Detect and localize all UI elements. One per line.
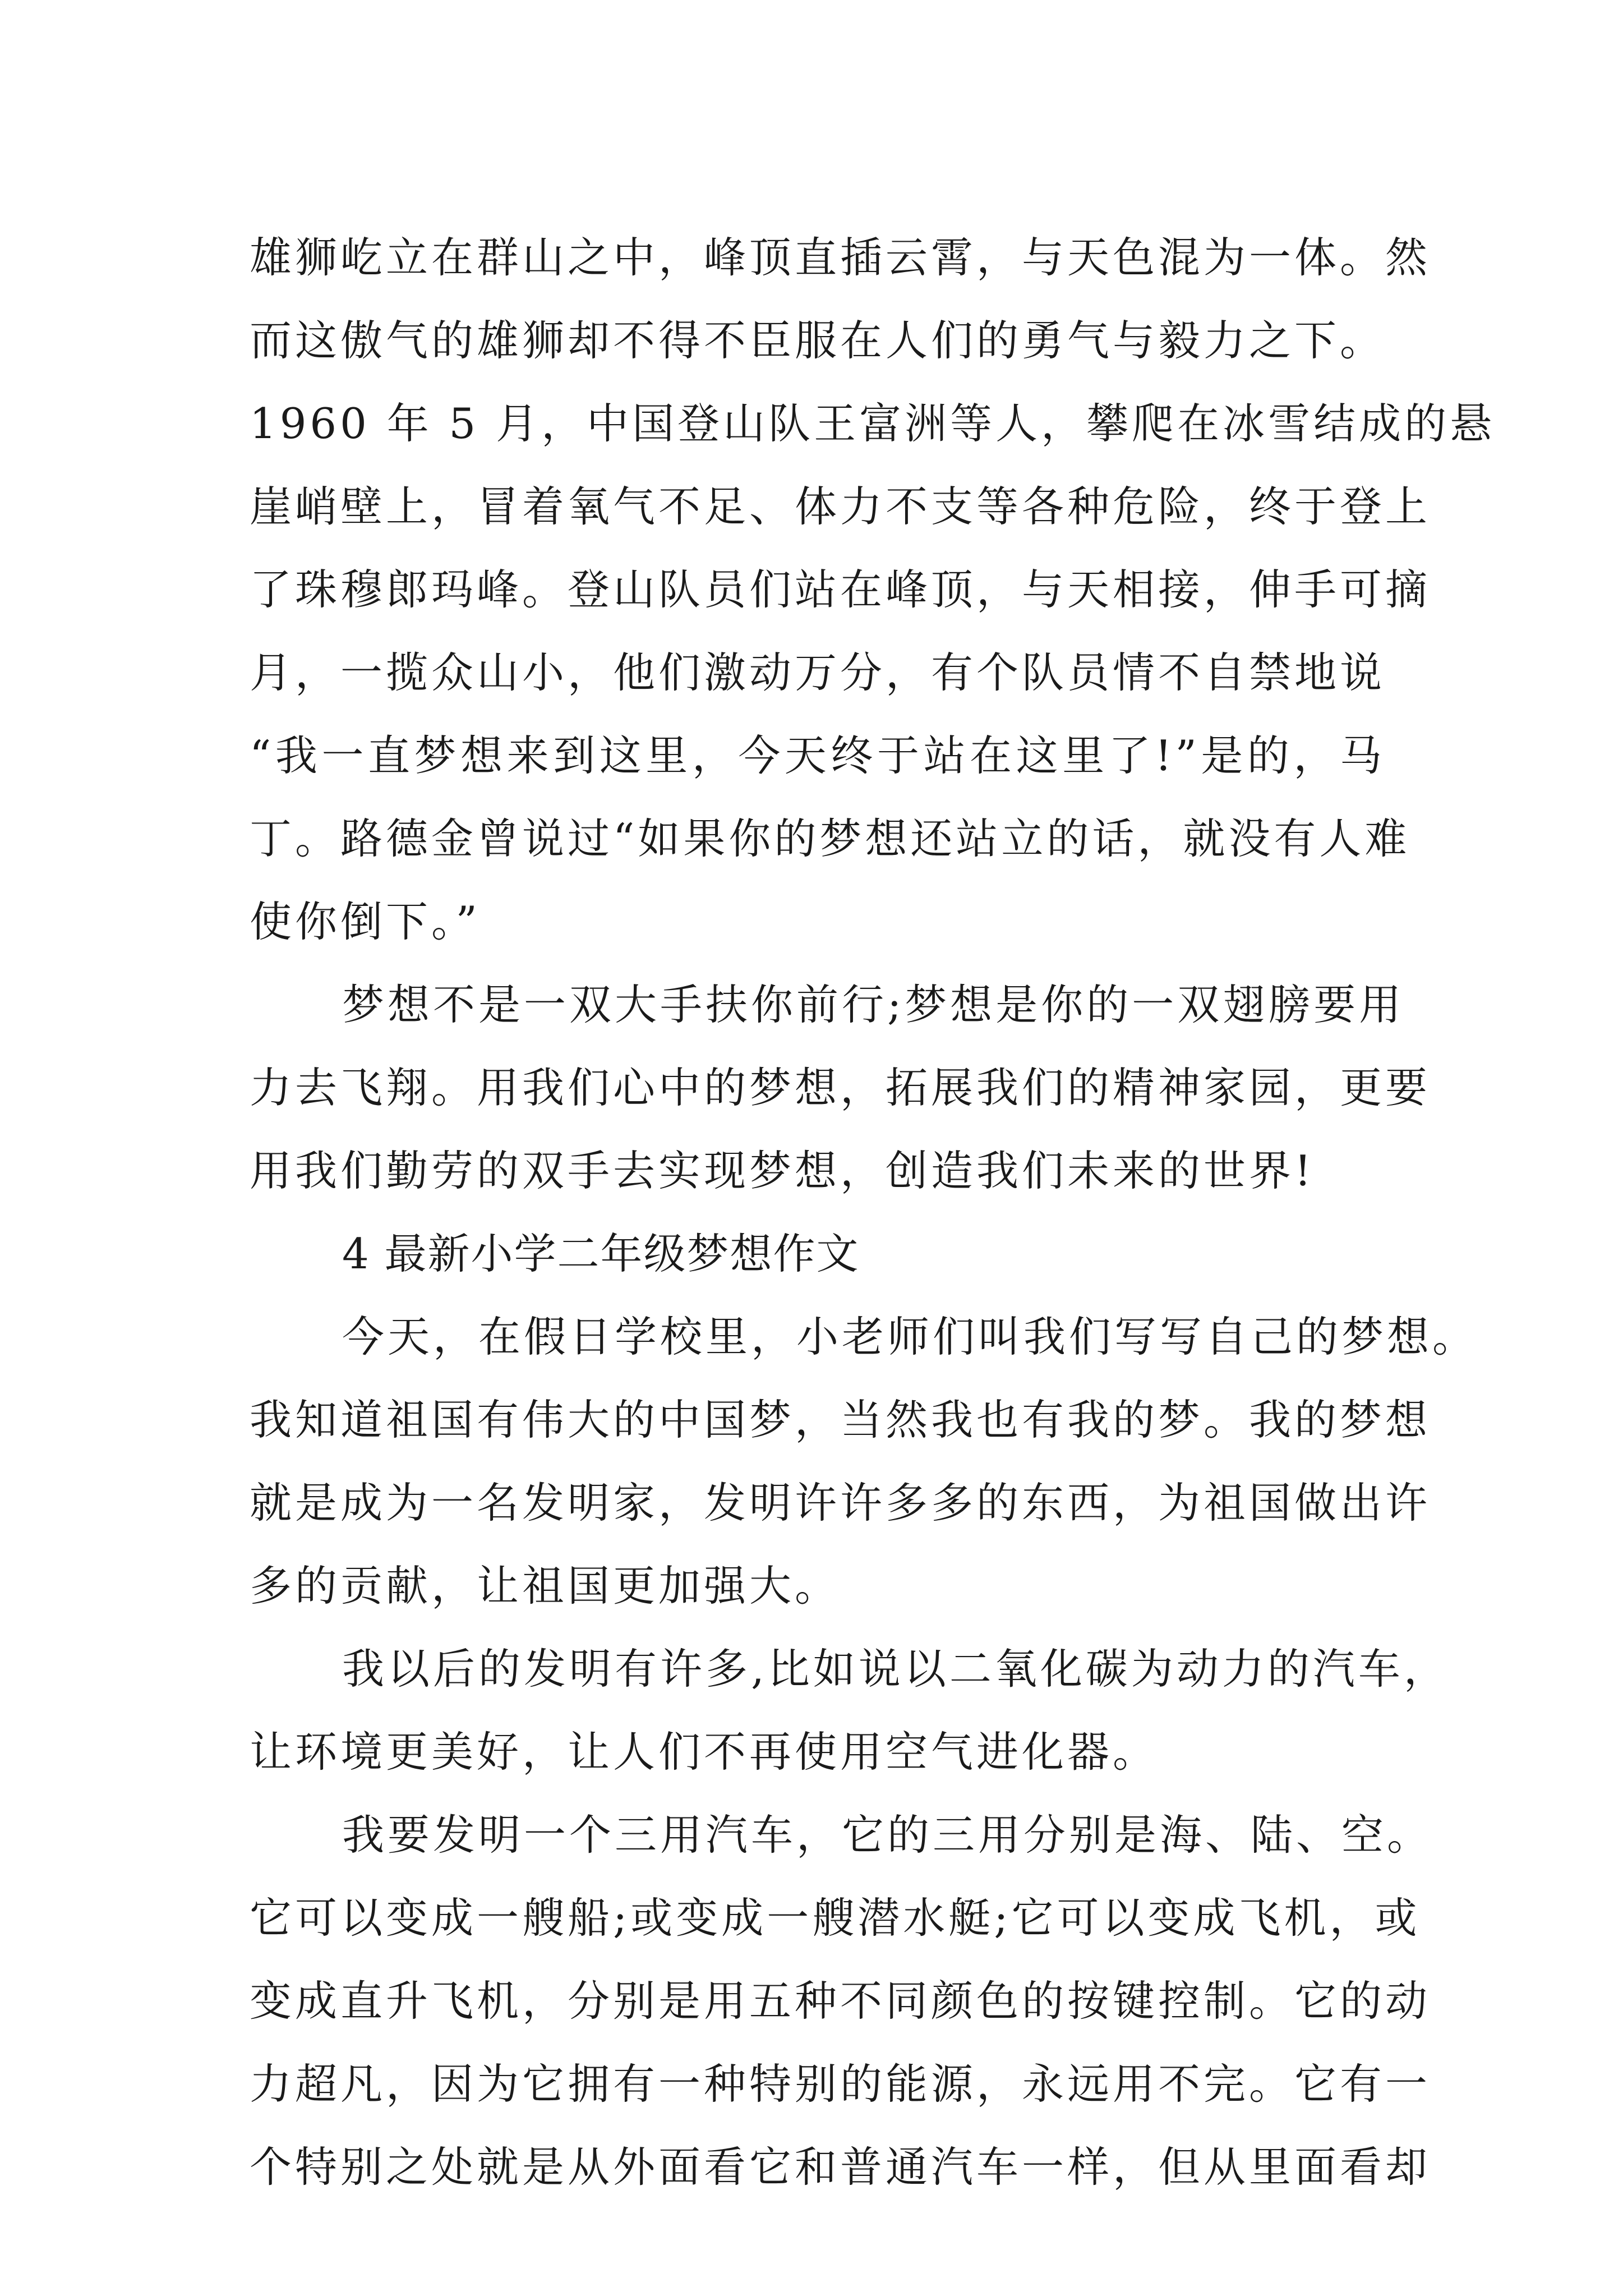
text-line: 1960 年 5 月，中国登山队王富洲等人，攀爬在冰雪结成的悬 [250,399,1496,448]
text-line: 了珠穆郎玛峰。登山队员们站在峰顶，与天相接，伸手可摘 [250,565,1431,614]
text-line: 使你倒下。” [250,897,481,946]
text-line: 雄狮屹立在群山之中，峰顶直插云霄，与天色混为一体。然 [250,233,1431,282]
text-line: 就是成为一名发明家，发明许许多多的东西，为祖国做出许 [250,1478,1431,1527]
text-line: 月，一揽众山小，他们激动万分，有个队员情不自禁地说 [250,648,1386,697]
text-line: 个特别之处就是从外面看它和普通汽车一样，但从里面看却 [250,2142,1431,2192]
text-line: 让环境更美好，让人们不再使用空气进化器。 [250,1727,1159,1777]
text-line: 变成直升飞机，分别是用五种不同颜色的按键控制。它的动 [250,1976,1431,2026]
text-line: 我知道祖国有伟大的中国梦，当然我也有我的梦。我的梦想 [250,1395,1431,1444]
text-line: 崖峭壁上，冒着氧气不足、体力不支等各种危险，终于登上 [250,482,1431,531]
document-body [250,216,1496,2208]
text-line: 我要发明一个三用汽车，它的三用分别是海、陆、空。 [342,1810,1433,1860]
text-line: 梦想不是一双大手扶你前行;梦想是你的一双翅膀要用 [342,980,1405,1029]
text-line: “我一直梦想来到这里，今天终于站在这里了!”是的，马 [250,731,1385,780]
text-line: 多的贡献，让祖国更加强大。 [250,1561,841,1611]
text-line: 力超凡，因为它拥有一种特别的能源，永远用不完。它有一 [250,2059,1431,2109]
text-line: 而这傲气的雄狮却不得不臣服在人们的勇气与毅力之下。 [250,316,1386,365]
text-line: 用我们勤劳的双手去实现梦想，创造我们未来的世界! [250,1146,1315,1195]
text-line: 丁。路德金曾说过“如果你的梦想还站立的话，就没有人难 [250,814,1410,863]
text-line: 它可以变成一艘船;或变成一艘潜水艇;它可以变成飞机，或 [250,1893,1421,1943]
section-heading: 4 最新小学二年级梦想作文 [342,1229,860,1278]
text-line: 今天，在假日学校里，小老师们叫我们写写自己的梦想。 [342,1312,1478,1361]
text-line: 力去飞翔。用我们心中的梦想，拓展我们的精神家园，更要 [250,1063,1431,1112]
text-line: 我以后的发明有许多,比如说以二氧化碳为动力的汽车， [342,1644,1449,1694]
